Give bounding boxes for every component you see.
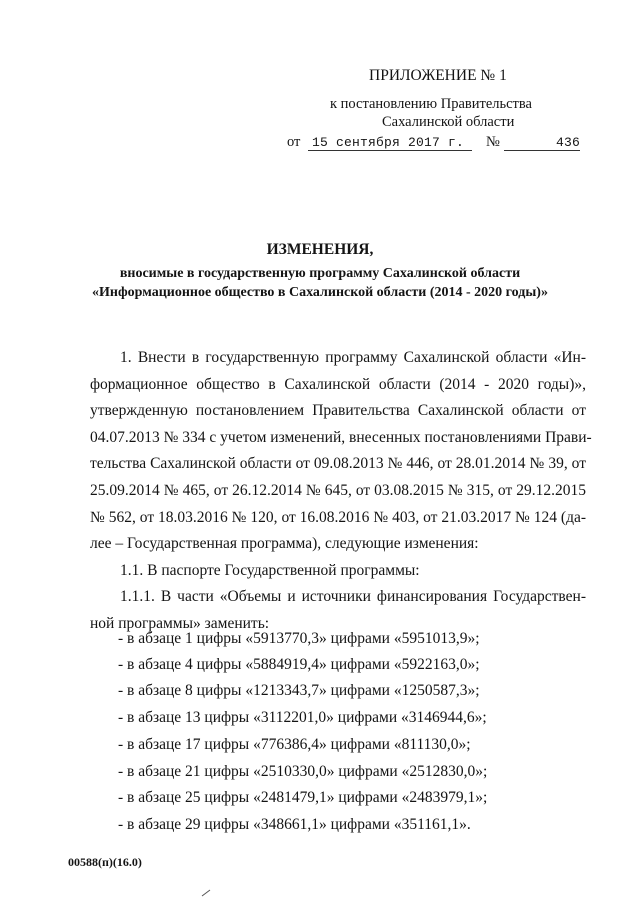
appendix-number-label: № [486, 134, 500, 150]
paragraph-1 [90, 345, 592, 638]
line-text: 1.1.1. В части «Объемы и источники финансирования Государствен- [120, 588, 586, 606]
document-title: ИЗМЕНЕНИЯ, [266, 241, 374, 258]
paragraph-1-line [90, 505, 586, 532]
line-text: 1. Внести в государственную программу Сахалинской области «Ин- [120, 349, 586, 366]
section-1-1-text: 1.1. В паспорте Государственной программы: [120, 561, 420, 579]
paragraph-1-line [90, 372, 586, 399]
paragraph-1-line [90, 398, 586, 425]
line-text: утвержденную постановлением Правительства Сахалинской области от [90, 402, 586, 420]
paragraph-1-line [90, 451, 586, 478]
pen-mark-icon [201, 888, 211, 900]
document-code: 00588(п)(16.0) [68, 855, 142, 869]
line-text: 25.09.2014 № 465, от 26.12.2014 № 645, от 03.08.2015 № 315, от 29.12.2015 [90, 481, 586, 499]
document-subtitle-line1: вносимые в государственную программу Сахалинской области [119, 266, 521, 281]
document-subtitle-line2: «Информационное общество в Сахалинской области (2014 - 2020 годы)» [92, 285, 548, 300]
appendix-number: 436 [555, 135, 580, 150]
line-text: 04.07.2013 № 334 с учетом изменений, внесенных постановлениями Прави- [90, 428, 592, 446]
list-item: - в абзаце 25 цифры «2481479,1» цифрами «2483979,1»; [118, 789, 488, 806]
paragraph-1-line [90, 478, 586, 505]
list-item: - в абзаце 21 цифры «2510330,0» цифрами «2512830,0»; [118, 763, 488, 780]
appendix-resolution-line: к постановлению Правительства [330, 96, 532, 112]
line-text: формационное общество в Сахалинской области (2014 - 2020 годы)», [90, 375, 586, 393]
appendix-number-field [504, 136, 580, 151]
appendix-from-label: от [287, 134, 301, 150]
appendix-date: 15 сентября 2017 г. [312, 135, 465, 150]
list-item: - в абзаце 29 цифры «348661,1» цифрами «351161,1». [118, 816, 471, 833]
paragraph-1-line [90, 425, 592, 452]
list-item: - в абзаце 13 цифры «3112201,0» цифрами «3146944,6»; [118, 709, 487, 726]
list-item: - в абзаце 4 цифры «5884919,4» цифрами «5922163,0»; [118, 656, 480, 673]
list-item: - в абзаце 1 цифры «5913770,3» цифрами «5951013,9»; [118, 630, 480, 647]
list-item: - в абзаце 17 цифры «776386,4» цифрами «811130,0»; [118, 736, 471, 753]
line-text: лее – Государственная программа), следующие изменения: [90, 535, 479, 553]
appendix-date-field [308, 136, 472, 151]
section-1-1 [90, 558, 586, 585]
appendix-title: ПРИЛОЖЕНИЕ № 1 [369, 67, 507, 84]
line-text: ной программы» заменить: [90, 614, 270, 632]
paragraph-1-line [90, 345, 586, 372]
section-1-1-1-line [90, 584, 586, 611]
line-text: тельства Сахалинской области от 09.08.2013 № 446, от 28.01.2014 № 39, от [90, 455, 586, 473]
appendix-region-line: Сахалинской области [382, 114, 515, 130]
list-item: - в абзаце 8 цифры «1213343,7» цифрами «1250587,3»; [118, 682, 480, 699]
paragraph-1-line [90, 531, 586, 558]
line-text: № 562, от 18.03.2016 № 120, от 16.08.2016 № 403, от 21.03.2017 № 124 (да- [90, 508, 586, 526]
